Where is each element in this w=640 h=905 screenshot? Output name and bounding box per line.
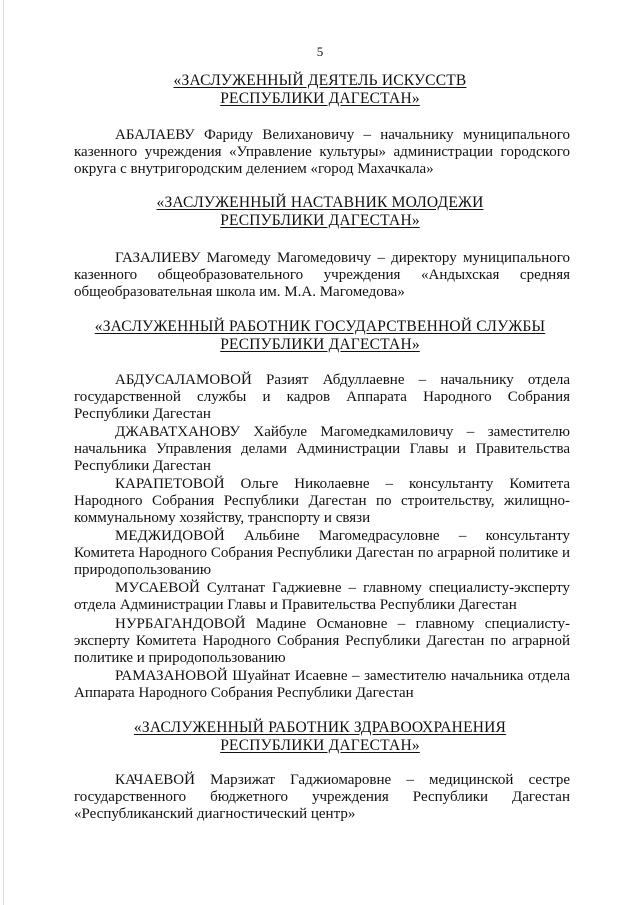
section-title-zdravookhraneniya bbox=[60, 719, 580, 755]
award-entry: АБДУСАЛАМОВОЙ Разият Абдуллаевне – начальнику отдела государственной службы и кадров Аппарата Народного Собрания Республики Дагестан bbox=[74, 372, 570, 422]
award-entry: ДЖАВАТХАНОВУ Хайбуле Магомедкамиловичу – заместителю начальника Управления делами Администрации Главы и Правительства Республики Дагестан bbox=[74, 424, 570, 474]
section-title-gos-sluzhby bbox=[60, 318, 580, 354]
section-title-line: РЕСПУБЛИКИ ДАГЕСТАН» bbox=[220, 90, 420, 107]
scan-edge-line bbox=[3, 0, 4, 905]
award-entry: КАЧАЕВОЙ Марзижат Гаджиомаровне – медицинской сестре государственного бюджетного учреждения Республики Дагестан «Республиканский диагностический центр» bbox=[74, 772, 570, 822]
section-title-line: РЕСПУБЛИКИ ДАГЕСТАН» bbox=[220, 737, 420, 754]
award-entry: РАМАЗАНОВОЙ Шуайнат Исаевне – заместителю начальника отдела Аппарата Народного Собрания Республики Дагестан bbox=[74, 668, 570, 701]
section-title-line: «ЗАСЛУЖЕННЫЙ НАСТАВНИК МОЛОДЕЖИ bbox=[156, 194, 484, 211]
section-title-line: РЕСПУБЛИКИ ДАГЕСТАН» bbox=[220, 336, 420, 353]
award-entry: ГАЗАЛИЕВУ Магомеду Магомедовичу – директору муниципального казенного общеобразовательного учреждения «Андыхская средняя общеобразовательная школа им. М.А. Магомедова» bbox=[74, 250, 570, 300]
section-title-line: РЕСПУБЛИКИ ДАГЕСТАН» bbox=[220, 212, 420, 229]
award-entry: АБАЛАЕВУ Фариду Велихановичу – начальнику муниципального казенного учреждения «Управление культуры» администрации городского округа с внутригородским делением «город Махачкала» bbox=[74, 127, 570, 177]
award-entry: НУРБАГАНДОВОЙ Мадине Османовне – главному специалисту-эксперту Комитета Народного Собрания Республики Дагестан по аграрной политике и природопользованию bbox=[74, 616, 570, 666]
section-title-deyatel-iskusstv bbox=[60, 72, 580, 108]
award-entry: МЕДЖИДОВОЙ Альбине Магомедрасуловне – консультанту Комитета Народного Собрания Республики Дагестан по аграрной политике и природопользованию bbox=[74, 528, 570, 578]
section-title-line: «ЗАСЛУЖЕННЫЙ РАБОТНИК ЗДРАВООХРАНЕНИЯ bbox=[133, 719, 507, 736]
section-title-nastavnik-molodezhi bbox=[60, 194, 580, 230]
section-title-line: «ЗАСЛУЖЕННЫЙ ДЕЯТЕЛЬ ИСКУССТВ bbox=[173, 72, 467, 89]
award-entry: МУСАЕВОЙ Султанат Гаджиевне – главному специалисту-эксперту отдела Администрации Главы и Правительства Республики Дагестан bbox=[74, 580, 570, 613]
award-entry: КАРАПЕТОВОЙ Ольге Николаевне – консультанту Комитета Народного Собрания Республики Дагестан по строительству, жилищно-коммунальному хозяйству, транспорту и связи bbox=[74, 476, 570, 526]
section-title-line: «ЗАСЛУЖЕННЫЙ РАБОТНИК ГОСУДАРСТВЕННОЙ СЛУЖБЫ bbox=[94, 318, 546, 335]
page-number: 5 bbox=[316, 44, 324, 59]
